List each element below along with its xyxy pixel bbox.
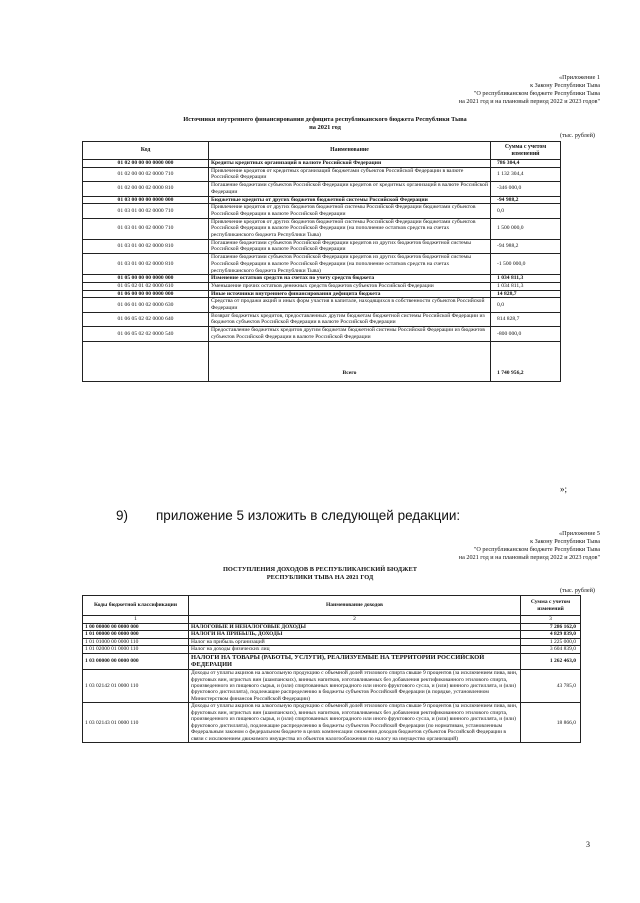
- table1-total-amount: 1 740 956,2: [491, 341, 561, 381]
- table1-total-code-cell: [83, 341, 209, 381]
- table2-row: [83, 703, 581, 743]
- row-name: Иные источники внутреннего финансирования дефицита бюджета: [209, 290, 491, 298]
- row-amount: 814 828,7: [491, 312, 561, 326]
- row-name: Возврат бюджетных кредитов, предоставленных другим бюджетам бюджетной системы Российской Федерации из бюджетов субъектов Российской Федерации в валюте Российской Федерации: [209, 312, 491, 326]
- table2-index-1: 1: [83, 616, 189, 624]
- row-code: 01 06 05 02 02 0000 640: [83, 312, 209, 326]
- table2-header-row: [83, 596, 581, 616]
- row-amount: -94 988,2: [491, 196, 561, 204]
- appendix1-header: [459, 74, 600, 106]
- table1-row: [83, 204, 561, 218]
- table2-row: [83, 646, 581, 653]
- row-amount: 0,0: [491, 204, 561, 218]
- table1-header-row: [83, 142, 561, 160]
- table2-title: [150, 566, 490, 583]
- item-9-number: 9): [116, 508, 129, 523]
- row-code: 01 06 05 02 02 0000 540: [83, 327, 209, 341]
- appendix1-header-line1: «Приложение 1: [559, 74, 600, 81]
- table1-row: [83, 167, 561, 181]
- table1-row: [83, 196, 561, 204]
- table1-row: [83, 275, 561, 283]
- row-amount: 1 034 811,3: [491, 275, 561, 283]
- appendix5-header-line1: «Приложение 5: [559, 530, 600, 537]
- row-code: 01 06 00 00 00 0000 000: [83, 290, 209, 298]
- row-code: 01 06 01 00 02 0000 630: [83, 298, 209, 312]
- table2-units: (тыс. рублей): [560, 587, 595, 594]
- row-name: Привлечение кредитов от кредитных организаций бюджетами субъектов Российской Федерации в валюте Российской Федерации: [209, 167, 491, 181]
- table1-header-code: Код: [83, 142, 209, 160]
- row-code: 1 01 00000 00 0000 000: [83, 631, 189, 638]
- row-code: 01 02 00 00 02 0000 810: [83, 182, 209, 196]
- row-amount: -1 500 000,0: [491, 254, 561, 275]
- appendix5-header-line4: на 2021 год и на плановый период 2022 и 2023 годов": [458, 554, 600, 562]
- table2-row: [83, 624, 581, 631]
- row-code: 01 03 01 00 02 0000 710: [83, 204, 209, 218]
- row-code: 01 02 00 00 00 0000 000: [83, 160, 209, 168]
- row-amount: -800 000,0: [491, 327, 561, 341]
- row-name: Налог на доходы физических лиц: [189, 646, 521, 653]
- row-name: Погашение бюджетами субъектов Российской Федерации кредитов из других бюджетов бюджетной системы Российской Федерации в валюте Российской Федерации: [209, 239, 491, 253]
- row-code: 1 01 02000 01 0000 110: [83, 646, 189, 653]
- table1-header-name: Наименование: [209, 142, 491, 160]
- row-code: 01 05 00 00 00 0000 000: [83, 275, 209, 283]
- item-9-statement: [116, 508, 460, 524]
- table2-row: [83, 670, 581, 703]
- row-amount: 1 132 304,4: [491, 167, 561, 181]
- item-9-text: приложение 5 изложить в следующей редакции:: [156, 508, 461, 523]
- table2-index-row: [83, 616, 581, 624]
- table2-row: [83, 638, 581, 645]
- row-name: Средства от продажи акций и иных форм участия в капитале, находящихся в собственности субъектов Российской Федерации: [209, 298, 491, 312]
- table1-header-amount: Сумма с учетом изменений: [491, 142, 561, 160]
- row-code: 1 03 02143 01 0000 110: [83, 703, 189, 743]
- row-name: Доходы от уплаты акцизов на алкогольную продукцию с объемной долей этилового спирта свыше 9 процентов (за исключением пива, вин, фруктовых вин, игристых вин (шампанских), винных напитков, изготавливаемых без добавления ректификованного этилового спирта, произведенного из пищевого сырья, и (или) спиртованных виноградного или иного фруктового сусла, и (или) винного дистиллята, и (или) фруктового дистиллята), подлежащие распределению в бюджеты субъектов Российской Федерации (в порядке, установленном Министерством финансов Российской Федерации): [189, 670, 521, 703]
- row-name: Кредиты кредитных организаций в валюте Российской Федерации: [209, 160, 491, 168]
- row-amount: 7 286 162,0: [521, 624, 581, 631]
- sources-table: [82, 141, 561, 382]
- row-name: НАЛОГИ НА ПРИБЫЛЬ, ДОХОДЫ: [189, 631, 521, 638]
- row-amount: 786 304,4: [491, 160, 561, 168]
- row-name: Уменьшение прочих остатков денежных средств бюджетов субъектов Российской Федерации: [209, 282, 491, 290]
- row-code: 1 00 00000 00 0000 000: [83, 624, 189, 631]
- table2-header-name: Наименование доходов: [189, 596, 521, 616]
- table2-row: [83, 631, 581, 638]
- revenues-table: [82, 595, 581, 743]
- appendix1-header-line3: "О республиканском бюджете Республики Тыва: [473, 90, 600, 98]
- row-name: НАЛОГОВЫЕ И НЕНАЛОГОВЫЕ ДОХОДЫ: [189, 624, 521, 631]
- appendix5-header-line2: к Закону Республики Тыва: [530, 538, 600, 546]
- row-name: НАЛОГИ НА ТОВАРЫ (РАБОТЫ, УСЛУГИ), РЕАЛИЗУЕМЫЕ НА ТЕРРИТОРИИ РОССИЙСКОЙ ФЕДЕРАЦИИ: [189, 653, 521, 669]
- table1-title-line1: Источники внутреннего финансирования дефицита республиканского бюджета Республики Тыва: [183, 116, 467, 123]
- row-name: Привлечение кредитов от других бюджетов бюджетной системы Российской Федерации бюджетами субъектов Российской Федерации в валюте Российской Федерации (на пополнение остатков средств на счетах республиканского бюджета Республики Тыва): [209, 218, 491, 239]
- row-amount: 4 829 839,0: [521, 631, 581, 638]
- row-code: 01 03 01 00 02 0000 710: [83, 218, 209, 239]
- row-amount: 43 785,0: [521, 670, 581, 703]
- table2-header-code: Коды бюджетной классификации: [83, 596, 189, 616]
- row-amount: 1 262 463,0: [521, 653, 581, 669]
- row-amount: 3 604 839,0: [521, 646, 581, 653]
- table2-header-amount: Сумма с учетом изменений: [521, 596, 581, 616]
- row-amount: -346 000,0: [491, 182, 561, 196]
- row-amount: 1 034 811,3: [491, 282, 561, 290]
- table1-row: [83, 254, 561, 275]
- table1-row: [83, 182, 561, 196]
- row-name: Изменение остатков средств на счетах по учету средств бюджета: [209, 275, 491, 283]
- table2-title-line2: РЕСПУБЛИКИ ТЫВА НА 2021 ГОД: [266, 574, 374, 582]
- appendix5-header-line3: "О республиканском бюджете Республики Тыва: [473, 546, 600, 554]
- row-amount: 1 225 000,0: [521, 638, 581, 645]
- row-amount: 18 866,0: [521, 703, 581, 743]
- table1-title: [90, 116, 560, 133]
- table1-row: [83, 160, 561, 168]
- row-name: Доходы от уплаты акцизов на алкогольную продукцию с объемной долей этилового спирта свыше 9 процентов (за исключением пива, вин, фруктовых вин, игристых вин (шампанских), винных напитков, изготавливаемых без добавления ректификованного этилового спирта, произведенного из пищевого сырья, и (или) спиртованных виноградного или иного фруктового сусла, и (или) винного дистиллята, и (или) фруктового дистиллята), подлежащие распределению в бюджеты субъектов Российской Федерации (по нормативам, установленным Федеральным законом о федеральном бюджете в целях компенсации снижения доходов бюджетов субъектов Российской Федерации в связи с исключением движимого имущества из объектов налогообложения по налогу на имущество организаций): [189, 703, 521, 743]
- row-code: 1 03 00000 00 0000 000: [83, 653, 189, 669]
- table1-row: [83, 239, 561, 253]
- table1-closing-mark: »;: [560, 484, 568, 494]
- row-amount: -94 988,2: [491, 239, 561, 253]
- appendix1-header-line4: на 2021 год и на плановый период 2022 и 2023 годов": [458, 98, 600, 106]
- row-name: Налог на прибыль организаций: [189, 638, 521, 645]
- row-amount: 1 500 000,0: [491, 218, 561, 239]
- table1-row: [83, 312, 561, 326]
- table1-row: [83, 327, 561, 341]
- appendix5-header: [459, 530, 600, 562]
- row-code: 1 03 02142 01 0000 110: [83, 670, 189, 703]
- row-name: Погашение бюджетами субъектов Российской Федерации кредитов от кредитных организаций в валюте Российской Федерации: [209, 182, 491, 196]
- table1-units: (тыс. рублей): [560, 132, 595, 139]
- row-name: Погашение бюджетами субъектов Российской Федерации кредитов из других бюджетов бюджетной системы Российской Федерации в валюте Российской Федерации (на пополнение остатков средств на счетах республиканского бюджета Республики Тыва): [209, 254, 491, 275]
- row-amount: 14 828,7: [491, 290, 561, 298]
- row-name: Предоставление бюджетных кредитов другим бюджетам бюджетной системы Российской Федерации из бюджетов субъектов Российской Федерации в валюте Российской Федерации: [209, 327, 491, 341]
- row-code: 01 03 00 00 00 0000 000: [83, 196, 209, 204]
- row-code: 01 03 01 00 02 0000 810: [83, 239, 209, 253]
- table1-total-label: Всего: [209, 341, 491, 381]
- appendix1-header-line2: к Закону Республики Тыва: [530, 82, 600, 90]
- row-code: 01 03 01 00 02 0000 810: [83, 254, 209, 275]
- row-name: Бюджетные кредиты от других бюджетов бюджетной системы Российской Федерации: [209, 196, 491, 204]
- table2-index-3: 3: [521, 616, 581, 624]
- table1-row: [83, 298, 561, 312]
- row-name: Привлечение кредитов от других бюджетов бюджетной системы Российской Федерации бюджетами субъектов Российской Федерации в валюте Российской Федерации: [209, 204, 491, 218]
- table1-total-row: [83, 341, 561, 381]
- table1-row: [83, 282, 561, 290]
- table1-row: [83, 218, 561, 239]
- row-amount: 0,0: [491, 298, 561, 312]
- row-code: 01 02 00 00 02 0000 710: [83, 167, 209, 181]
- table2-title-line1: ПОСТУПЛЕНИЯ ДОХОДОВ В РЕСПУБЛИКАНСКИЙ БЮДЖЕТ: [222, 566, 418, 573]
- table1-row: [83, 290, 561, 298]
- page-number: 3: [586, 840, 590, 849]
- table2-row: [83, 653, 581, 669]
- table2-index-2: 2: [189, 616, 521, 624]
- row-code: 01 05 02 01 02 0000 610: [83, 282, 209, 290]
- table1-title-line2: на 2021 год: [309, 124, 341, 132]
- row-code: 1 01 01000 00 0000 110: [83, 638, 189, 645]
